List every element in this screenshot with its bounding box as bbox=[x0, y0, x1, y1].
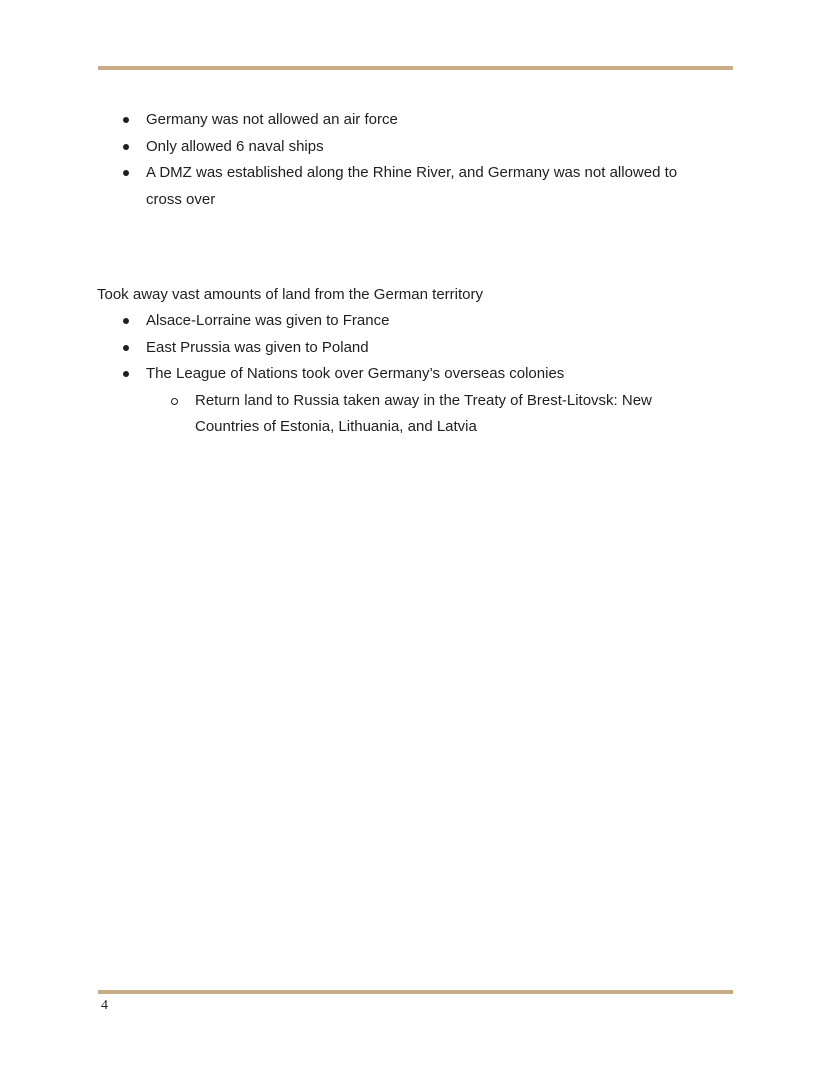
bullet-icon bbox=[123, 170, 129, 176]
list-item-text: Only allowed 6 naval ships bbox=[146, 137, 324, 155]
territory-paragraph: Took away vast amounts of land from the German territory bbox=[97, 286, 483, 303]
header-divider bbox=[98, 66, 733, 70]
list-item bbox=[97, 160, 706, 213]
sub-list-item-text: Return land to Russia taken away in the Treaty of Brest-Litovsk: New Countries of Estonia, Lithuania, and Latvia bbox=[195, 391, 652, 435]
bullet-icon bbox=[123, 318, 129, 324]
bullet-icon bbox=[123, 117, 129, 123]
list-item-text: Alsace-Lorraine was given to France bbox=[146, 312, 390, 329]
territory-list bbox=[97, 308, 737, 441]
hollow-bullet-icon bbox=[171, 398, 178, 405]
list-item-text: East Prussia was given to Poland bbox=[146, 338, 369, 356]
sub-list-item bbox=[97, 388, 685, 441]
list-item bbox=[97, 361, 737, 388]
list-item-text: Germany was not allowed an air force bbox=[146, 111, 398, 128]
list-item bbox=[97, 107, 737, 134]
list-item-text: The League of Nations took over Germany’s overseas colonies bbox=[146, 365, 565, 382]
bullet-icon bbox=[123, 345, 129, 351]
list-item bbox=[97, 308, 737, 335]
list-item bbox=[97, 134, 737, 161]
list-item bbox=[97, 335, 737, 362]
footer-divider bbox=[98, 990, 733, 994]
military-restrictions-list bbox=[97, 107, 737, 213]
page-number: 4 bbox=[101, 998, 108, 1013]
list-item-text: A DMZ was established along the Rhine River, and Germany was not allowed to cross over bbox=[146, 164, 678, 208]
bullet-icon bbox=[123, 371, 129, 377]
bullet-icon bbox=[123, 144, 129, 150]
